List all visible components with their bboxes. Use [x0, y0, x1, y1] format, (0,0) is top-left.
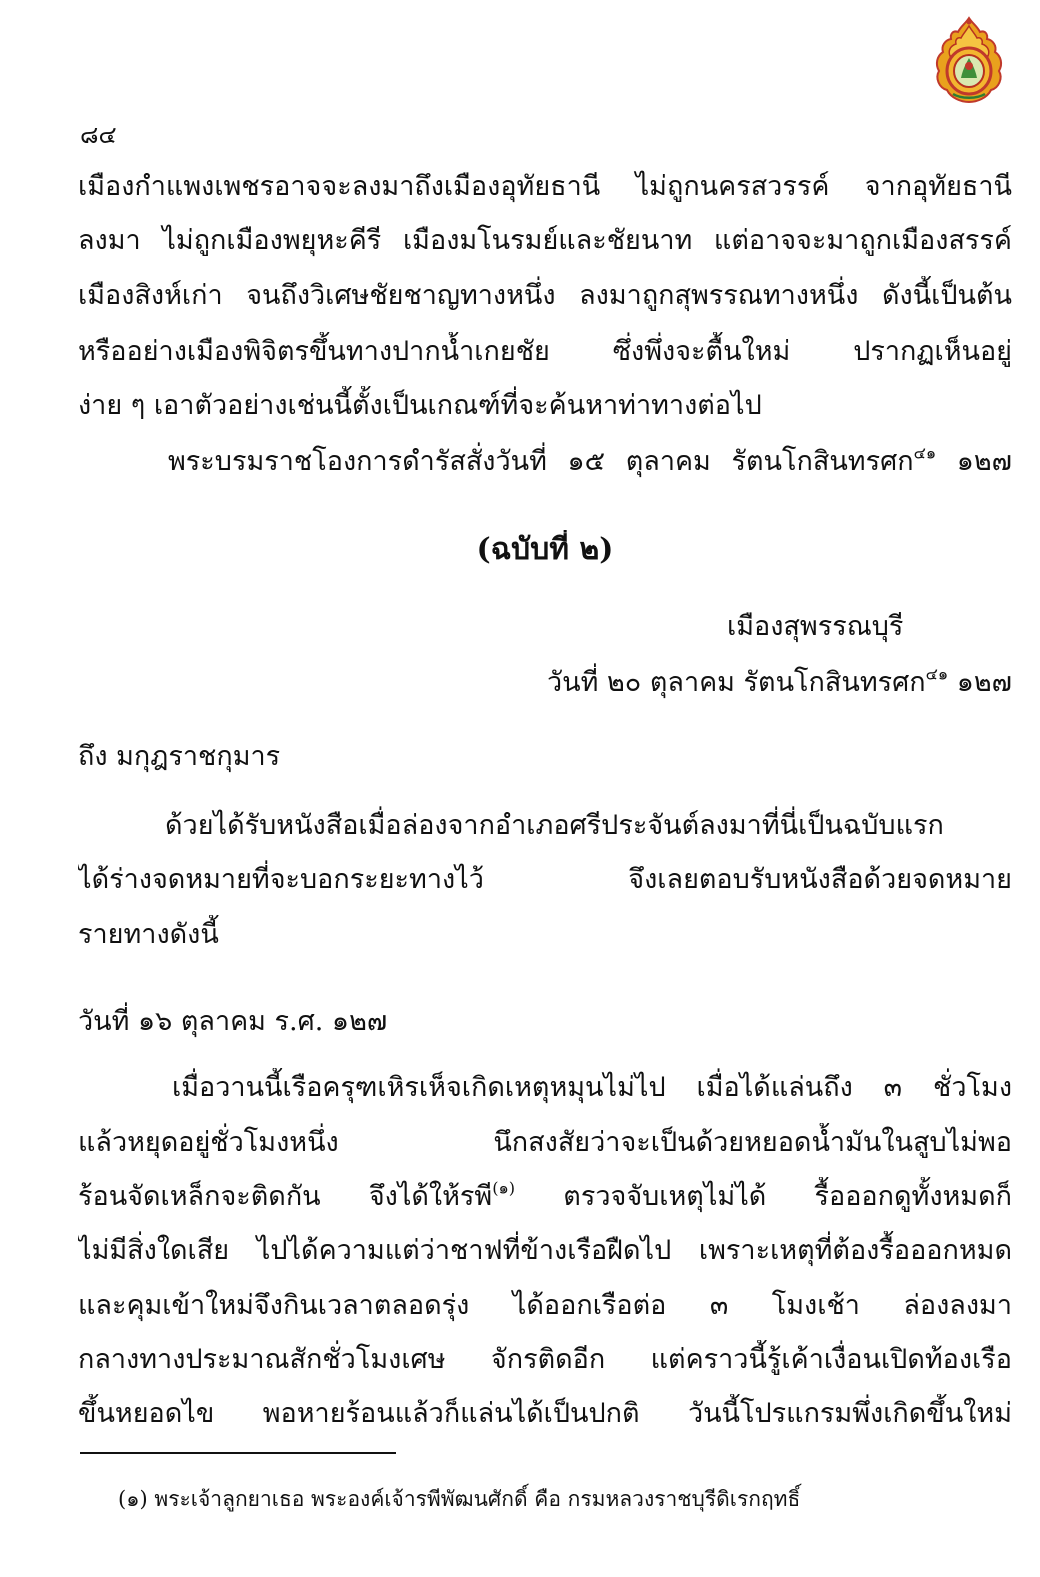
page-number: ๘๔ [80, 121, 117, 149]
decree-line [168, 442, 1012, 482]
body-text: ร้อนจัดเหล็กจะติดกัน จึงได้ให้รพี [78, 1181, 493, 1212]
letter-date-text: วันที่ ๒๐ ตุลาคม รัตนโกสินทรศก [547, 667, 926, 698]
body-line: ด้วยได้รับหนังสือเมื่อล่องจากอำเภอศรีประจันต์ลงมาที่นี่เป็นฉบับแรก [165, 810, 944, 841]
superscript-number: ๔๑ [925, 664, 949, 684]
letter-date-year: ๑๒๗ [956, 667, 1012, 698]
emblem-logo [933, 16, 1005, 104]
body-line: เมืองสิงห์เก่า จนถึงวิเศษชัยชาญทางหนึ่ง ลงมาถูกสุพรรณทางหนึ่ง ดังนี้เป็นต้น [78, 280, 1012, 311]
letter-place: เมืองสุพรรณบุรี [727, 611, 904, 642]
footnote-marker: (๑) [118, 1487, 148, 1511]
body-line: และคุมเข้าใหม่จึงกินเวลาตลอดรุ่ง ได้ออกเรือต่อ ๓ โมงเช้า ล่องลงมา [78, 1290, 1012, 1321]
body-line: เมืองกำแพงเพชรอาจจะลงมาถึงเมืองอุทัยธานี ไม่ถูกนครสวรรค์ จากอุทัยธานี [78, 171, 1012, 202]
body-text: ตรวจจับเหตุไม่ได้ รื้อออกดูทั้งหมดก็ [563, 1181, 1012, 1212]
decree-text: พระบรมราชโองการดำรัสสั่งวันที่ ๑๕ ตุลาคม รัตนโกสินทรศก [168, 446, 914, 477]
body-line [78, 1177, 1012, 1217]
footnote-rule [80, 1452, 396, 1454]
footnote [118, 1482, 998, 1516]
footnote-text: พระเจ้าลูกยาเธอ พระองค์เจ้ารพีพัฒนศักดิ์ คือ กรมหลวงราชบุรีดิเรกฤทธิ์ [154, 1487, 801, 1511]
body-line: หรืออย่างเมืองพิจิตรขึ้นทางปากน้ำเกยชัย ซึ่งพึ่งจะตื้นใหม่ ปรากฏเห็นอยู่ [78, 336, 1012, 367]
body-line: แล้วหยุดอยู่ชั่วโมงหนึ่ง นึกสงสัยว่าจะเป็นด้วยหยอดน้ำมันในสูบไม่พอ [78, 1127, 1012, 1158]
body-line: รายทางดังนี้ [78, 919, 219, 950]
superscript-number: ๔๑ [913, 443, 937, 463]
body-line: ลงมา ไม่ถูกเมืองพยุหะคีรี เมืองมโนรมย์และชัยนาท แต่อาจจะมาถูกเมืองสรรค์ [78, 225, 1012, 256]
body-line: ไม่มีสิ่งใดเสีย ไปได้ความแต่ว่าชาฟที่ข้างเรือฝืดไป เพราะเหตุที่ต้องรื้อออกหมด [78, 1235, 1012, 1266]
body-line: เมื่อวานนี้เรือครุฑเหิรเห็จเกิดเหตุหมุนไม่ไป เมื่อได้แล่นถึง ๓ ชั่วโมง [172, 1072, 1012, 1103]
entry-date: วันที่ ๑๖ ตุลาคม ร.ศ. ๑๒๗ [78, 1006, 388, 1037]
body-line: ได้ร่างจดหมายที่จะบอกระยะทางไว้ จึงเลยตอบรับหนังสือด้วยจดหมาย [78, 864, 1012, 895]
footnote-reference: (๑) [492, 1178, 516, 1198]
letter-date [400, 663, 1012, 703]
letter-heading: (ฉบับที่ ๒) [476, 532, 614, 567]
salutation: ถึง มกุฎราชกุมาร [78, 741, 281, 772]
body-line: กลางทางประมาณสักชั่วโมงเศษ จักรติดอีก แต่คราวนี้รู้เค้าเงื่อนเปิดท้องเรือ [78, 1344, 1012, 1375]
body-line: ขึ้นหยอดไข พอหายร้อนแล้วก็แล่นได้เป็นปกติ วันนี้โปรแกรมพึ่งเกิดขึ้นใหม่ [78, 1398, 1012, 1429]
decree-year: ๑๒๗ [956, 446, 1012, 477]
body-line: ง่าย ๆ เอาตัวอย่างเช่นนี้ตั้งเป็นเกณฑ์ที่จะค้นหาท่าทางต่อไป [78, 390, 762, 421]
